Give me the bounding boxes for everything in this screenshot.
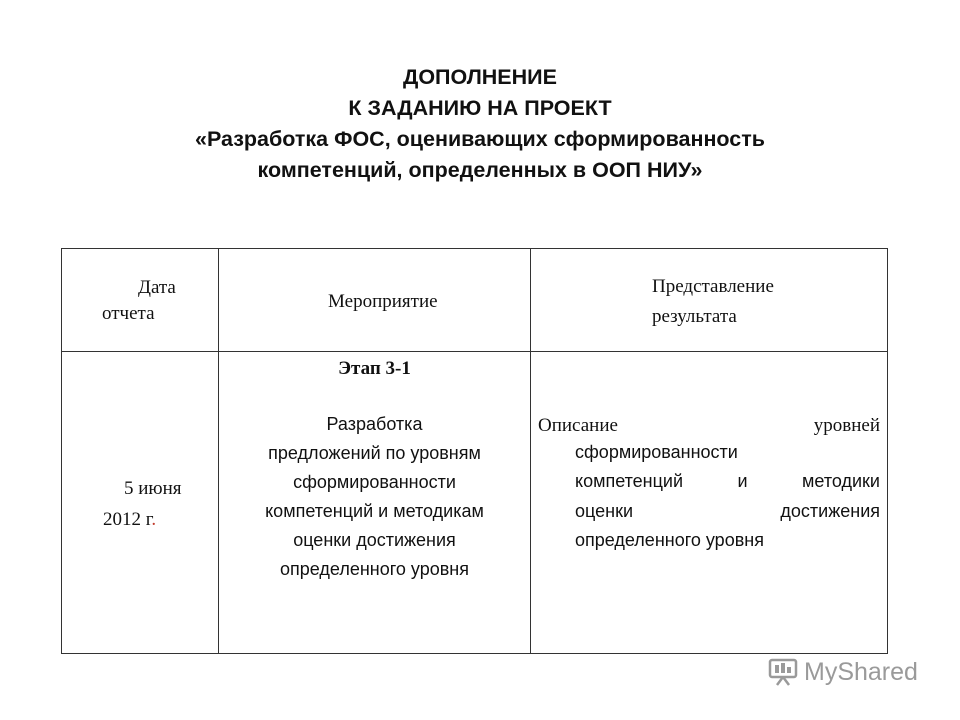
- title-line-1: ДОПОЛНЕНИЕ: [403, 65, 557, 89]
- cell-result: [531, 352, 888, 654]
- result-word: достижения: [780, 501, 880, 521]
- result-word: оценки: [575, 501, 633, 521]
- header-date-line-2: отчета: [102, 303, 155, 324]
- result-line-4: [575, 497, 880, 526]
- header-result-line-1: Представление: [652, 276, 774, 297]
- document-title: [0, 62, 960, 186]
- watermark: [768, 657, 918, 687]
- header-date-line-1: Дата: [138, 277, 176, 298]
- header-event: Мероприятие: [328, 291, 438, 312]
- result-word: методики: [802, 471, 880, 491]
- date-year: 2012 г: [103, 509, 152, 530]
- header-row: [62, 249, 888, 352]
- event-line-3: сформированности: [293, 472, 456, 492]
- cell-date: [62, 352, 219, 654]
- event-line-2: предложений по уровням: [268, 443, 481, 463]
- result-line-1: [538, 413, 880, 439]
- header-cell-event: [219, 249, 531, 352]
- event-line-4: компетенций и методикам: [265, 501, 484, 521]
- date-line-1: 5 июня: [124, 478, 182, 499]
- result-line-2: сформированности: [575, 442, 738, 462]
- stage-label: Этап 3-1: [338, 358, 411, 379]
- event-line-6: определенного уровня: [280, 559, 469, 579]
- title-line-4: компетенций, определенных в ООП НИУ»: [257, 158, 703, 182]
- result-word: и: [737, 471, 748, 491]
- header-cell-result: [531, 249, 888, 352]
- header-result-line-2: результата: [652, 306, 737, 327]
- result-word: Описание: [538, 415, 618, 436]
- data-row: [62, 352, 888, 654]
- event-line-5: оценки достижения: [293, 530, 456, 550]
- event-line-1: Разработка: [326, 414, 423, 434]
- projector-icon: [768, 657, 798, 687]
- cell-event: [219, 352, 531, 654]
- header-cell-date: [62, 249, 219, 352]
- report-table: [61, 248, 888, 654]
- date-dot: .: [151, 509, 157, 530]
- watermark-text: MyShared: [804, 657, 918, 686]
- result-line-5: определенного уровня: [575, 530, 764, 550]
- result-line-3: [575, 467, 880, 496]
- result-word: компетенций: [575, 471, 684, 491]
- title-line-3: «Разработка ФОС, оценивающих сформированность: [195, 127, 765, 151]
- title-line-2: К ЗАДАНИЮ НА ПРОЕКТ: [348, 96, 612, 120]
- result-word: уровней: [813, 415, 880, 436]
- event-description: [219, 410, 530, 584]
- date-line-2: [103, 507, 156, 533]
